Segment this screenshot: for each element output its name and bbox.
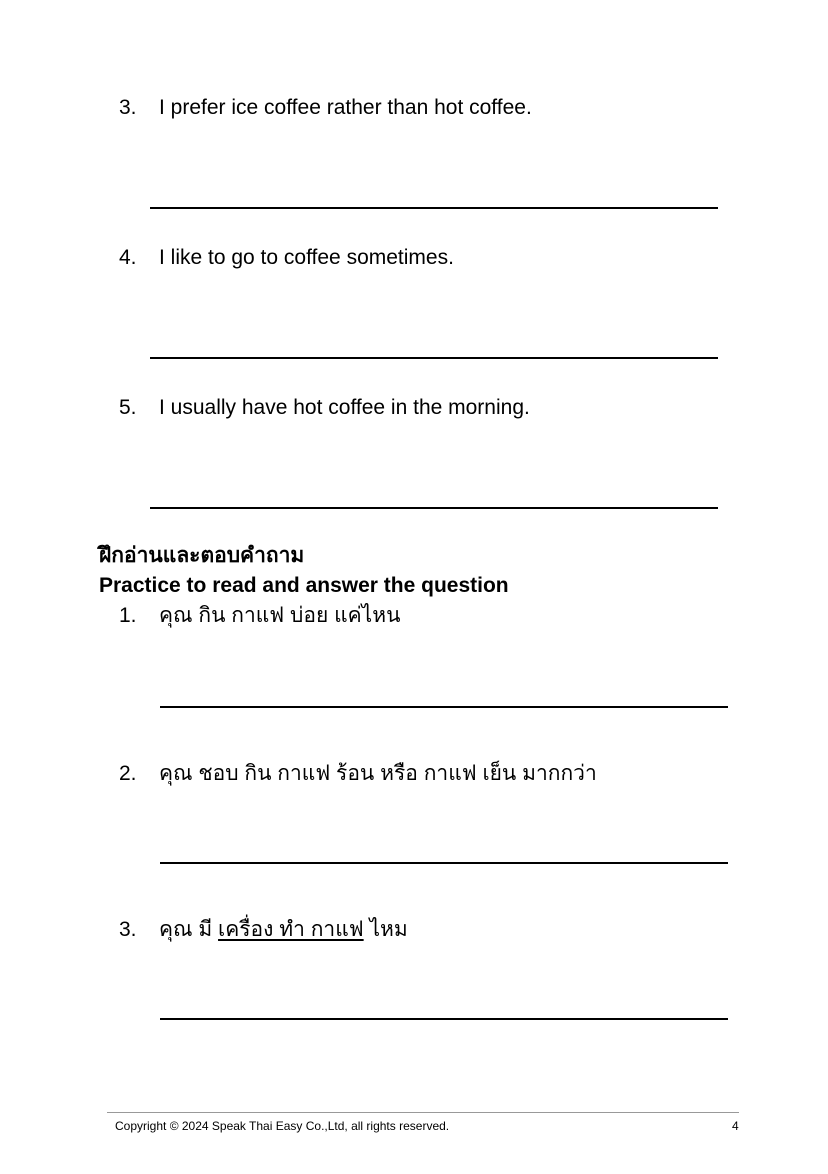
item-number: 4. — [119, 246, 137, 269]
answer-line[interactable] — [160, 862, 728, 864]
question-text: คุณ ชอบ กิน กาแฟ ร้อน หรือ กาแฟ เย็น มากกว่า — [159, 762, 597, 785]
question-number: 1. — [119, 604, 137, 627]
section-title-thai: ฝึกอ่านและตอบคำถาม — [99, 544, 305, 567]
footer-divider — [107, 1112, 739, 1113]
question-text: คุณ กิน กาแฟ บ่อย แค่ไหน — [159, 604, 401, 627]
answer-line[interactable] — [160, 706, 728, 708]
section-title-english: Practice to read and answer the question — [99, 574, 509, 597]
question-prefix: คุณ มี — [159, 918, 219, 941]
question-suffix: ไหม — [363, 918, 408, 941]
item-number: 3. — [119, 96, 137, 119]
question-text — [159, 917, 408, 943]
item-number: 5. — [119, 396, 137, 419]
item-text: I like to go to coffee sometimes. — [159, 246, 454, 269]
answer-line[interactable] — [160, 1018, 728, 1020]
answer-line[interactable] — [150, 507, 718, 509]
question-number: 2. — [119, 762, 137, 785]
item-text: I prefer ice coffee rather than hot coffee. — [159, 96, 532, 119]
page-number: 4 — [732, 1119, 739, 1133]
question-number: 3. — [119, 918, 137, 941]
answer-line[interactable] — [150, 357, 718, 359]
underlined-vocabulary: เครื่อง ทำ กาแฟ — [218, 918, 364, 941]
item-text: I usually have hot coffee in the morning. — [159, 396, 530, 419]
answer-line[interactable] — [150, 207, 718, 209]
copyright-text: Copyright © 2024 Speak Thai Easy Co.,Ltd, all rights reserved. — [115, 1119, 450, 1133]
